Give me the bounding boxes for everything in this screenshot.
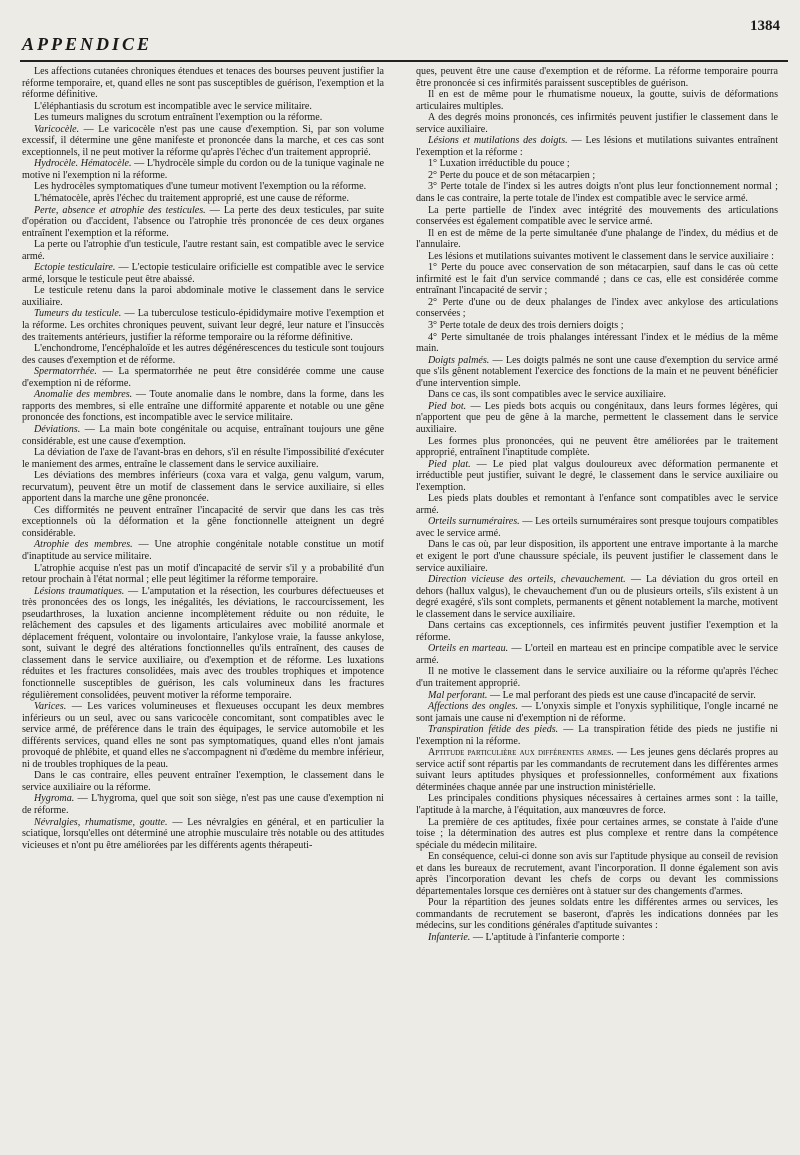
paragraph (416, 493, 778, 516)
paragraph-text: La première de ces aptitudes, fixée pour certaines armes, se constate à l'aide d'une toise ; la détermination des autres est plus complexe et rentre dans la compétence spéciale du médecin militaire. (416, 816, 778, 851)
paragraph (22, 424, 384, 447)
section-heading: Hygroma. (34, 793, 75, 805)
paragraph (22, 343, 384, 366)
section-heading: Varices. (34, 701, 67, 713)
paragraph (416, 690, 778, 702)
paragraph (22, 563, 384, 586)
paragraph-text: — Les pieds bots acquis ou congénitaux, dans leurs formes légères, qui n'apportent que peu de gêne à la marche, permettent le classement dans le service auxiliaire. (416, 400, 778, 435)
section-heading: Hydrocèle. Hématocèle. (34, 158, 132, 170)
page-number: 1384 (750, 18, 780, 34)
section-heading: Tumeurs du testicule. (34, 308, 122, 320)
paragraph-text: Dans certains cas exceptionnels, ces infirmités peuvent justifier l'exemption et la réforme. (416, 620, 778, 643)
paragraph-text: — L'orteil en marteau est en principe compatible avec le service armé. (416, 643, 778, 666)
section-heading: Infanterie. (428, 932, 471, 944)
paragraph (416, 262, 778, 297)
paragraph (416, 851, 778, 897)
paragraph-text: 1° Luxation irréductible du pouce ; (428, 158, 570, 170)
paragraph (22, 66, 384, 101)
paragraph (416, 320, 778, 332)
left-column (22, 66, 384, 1151)
paragraph (416, 701, 778, 724)
paragraph (416, 620, 778, 643)
paragraph-text: L'hématocèle, après l'échec du traitement approprié, est une cause de réforme. (34, 193, 349, 205)
paragraph-text: 2° Perte d'une ou de deux phalanges de l'index avec ankylose des articulations conservées ; (416, 296, 778, 320)
paragraph-text: L'éléphantiasis du scrotum est incompatible avec le service militaire. (34, 100, 312, 112)
paragraph (22, 101, 384, 113)
section-heading: Orteils en marteau. (428, 643, 509, 655)
paragraph-text: — Les orteils surnuméraires sont presque toujours compatibles avec le service armé. (416, 516, 778, 539)
paragraph-text: — Les varices volumineuses et flexueuses occupant les deux membres inférieurs ou un seul, avec ou sans varicocèle concomitant, sont compatibles avec le service armé, de préférence dans le train des équipages, le service automobile et les différents services, quand elles ne sont pas symptomatiques, quand elles n'ont jamais provoqué de phlébite, et quand elles ne s'accompagnent ni d'œdème du membre inférieur, ni de troubles trophiques de la peau. (22, 701, 384, 770)
paragraph-text: — La tuberculose testiculo-épididymaire motive l'exemption et la réforme. Les orchites chroniques peuvent, suivant leur degré, leur nature et l'insuccès des traitements antérieurs, justifier la réforme temporaire ou la réforme définitive. (22, 308, 384, 343)
paragraph-text: Dans ce cas, ils sont compatibles avec le service auxiliaire. (428, 389, 666, 401)
paragraph-text: L'atrophie acquise n'est pas un motif d'incapacité de servir s'il y a probabilité d'un retour prochain à l'état normal ; elle peut légitimer la réforme temporaire. (22, 562, 384, 586)
paragraph (416, 666, 778, 689)
paragraph-text: — L'hydrocèle simple du cordon ou de la tunique vaginale ne motive ni l'exemption ni la réforme. (22, 158, 384, 181)
section-heading: Pied bot. (428, 400, 467, 412)
section-heading: Perte, absence et atrophie des testicules. (34, 204, 206, 216)
paragraph (416, 817, 778, 852)
paragraph (416, 170, 778, 182)
paragraph-text: — Les lésions et mutilations suivantes entraînent l'exemption et la réforme : (416, 135, 778, 158)
paragraph-text: L'enchondrome, l'encéphaloïde et les autres dégénérescences du testicule sont toujours des causes d'exemption et de réforme. (22, 343, 384, 366)
paragraph (416, 574, 778, 620)
paragraph (22, 817, 384, 852)
paragraph (416, 181, 778, 204)
paragraph (22, 505, 384, 540)
paragraph-text: — La déviation du gros orteil en dehors (hallux valgus), le chevauchement d'un ou de plusieurs orteils, s'ils existent à un degré exagéré, s'ils sont complets, permanents et gênent notablement la marche, motivent le classement dans le service auxiliaire. (416, 574, 778, 620)
paragraph-text: — Les jeunes gens déclarés propres au service actif sont répartis par les commandants de recrutement dans les différentes armes suivant leurs aptitudes physiques et professionnelles, conformément aux fixations déterminées chaque année par une instruction ministérielle. (416, 747, 778, 793)
paragraph (416, 747, 778, 793)
paragraph-text: Les lésions et mutilations suivantes motivent le classement dans le service auxiliaire : (428, 250, 774, 262)
paragraph-text: Il en est de même pour le rhumatisme noueux, la goutte, suivis de déformations articulaires multiples. (416, 89, 778, 112)
section-heading: Spermatorrhée. (34, 366, 97, 378)
paragraph (416, 355, 778, 390)
paragraph-text: 3° Perte totale de l'index si les autres doigts n'ont plus leur fonctionnement normal ; dans le cas contraire, la perte totale de l'index est compatible avec le service armé. (416, 181, 778, 205)
paragraph-text: Dans le cas où, par leur disposition, ils apportent une entrave importante à la marche et exigent le port d'une chaussure spéciale, ils peuvent justifier le classement dans le service auxiliaire. (416, 539, 778, 574)
paragraph-text: Il ne motive le classement dans le service auxiliaire ou la réforme qu'après l'échec d'un traitement approprié. (416, 666, 778, 689)
section-heading: Orteils surnuméraires. (428, 516, 520, 528)
paragraph (22, 112, 384, 124)
paragraph-text: Dans le cas contraire, elles peuvent entraîner l'exemption, le classement dans le service auxiliaire ou la réforme. (22, 770, 384, 793)
paragraph (22, 793, 384, 816)
paragraph (416, 228, 778, 251)
header-rule (20, 60, 788, 62)
paragraph (22, 539, 384, 562)
paragraph-text: La perte partielle de l'index avec intégrité des mouvements des articulations conservées est également compatible avec le service armé. (416, 204, 778, 228)
paragraph (22, 770, 384, 793)
paragraph (416, 389, 778, 401)
paragraph (22, 193, 384, 205)
section-heading: Atrophie des membres. (34, 539, 133, 551)
paragraph-text: Les principales conditions physiques nécessaires à certaines armes sont : la taille, l'aptitude à la marche, à l'équitation, aux manœuvres de force. (416, 793, 778, 816)
paragraph-text: 2° Perte du pouce et de son métacarpien ; (428, 169, 596, 181)
paragraph-text: La déviation de l'axe de l'avant-bras en dehors, s'il en résulte l'impossibilité d'exécuter le maniement des armes, entraîne le classement dans le service auxiliaire. (22, 447, 384, 470)
paragraph (416, 436, 778, 459)
section-heading: Doigts palmés. (428, 354, 490, 366)
section-heading: Ectopie testiculaire. (34, 262, 116, 274)
paragraph-text: — Une atrophie congénitale notable constitue un motif d'inaptitude au service militaire. (22, 539, 384, 562)
paragraph-text: Le testicule retenu dans la paroi abdominale motive le classement dans le service auxiliaire. (22, 285, 384, 308)
paragraph-text: — L'amputation et la résection, les courbures défectueuses et très prononcées des os longs, les inégalités, les déviations, le raccourcissement, les pseudarthroses, la luxation ancienne incomplètement réduite ou non réduite, le relâchement des capsules et des ligaments articulaires avec mobilité anormale et déplacement fréquent, volontaire ou involontaire, l'ankylose vraie, la fausse ankylose, sont, suivant le degré des altérations fonctionnelles qu'ils entraînent, des causes de classement dans le service auxiliaire, ou d'exemption et de réforme. Les luxations réduites et les fractures consolidées, mais avec des troubles trophiques et impotence fonctionnelle susceptibles de guérison, les cals volumineux dans les fractures régulièrement consolidées, peuvent motiver la réforme temporaire. (22, 585, 384, 701)
paragraph (22, 470, 384, 505)
paragraph (416, 66, 778, 89)
paragraph-text: — La transpiration fétide des pieds ne justifie ni l'exemption ni la réforme. (416, 724, 778, 747)
paragraph-text: — Le varicocèle n'est pas une cause d'exemption. Si, par son volume excessif, il détermine une gêne manifeste et prononcée dans la marche, et ces cas sont exceptionnels, il ne peut motiver la réforme qu'après l'échec d'un traitement approprié. (22, 123, 384, 158)
section-heading: Varicocèle. (34, 123, 80, 135)
paragraph-text: ques, peuvent être une cause d'exemption et de réforme. La réforme temporaire pourra être prononcée si ces infirmités paraissent susceptibles de guérison. (416, 66, 778, 89)
paragraph (22, 308, 384, 343)
paragraph (22, 586, 384, 701)
paragraph-text: — Les névralgies en général, et en particulier la sciatique, lorsqu'elles ont déterminé une atrophie musculaire très notable ou des attitudes vicieuses et n'ont pu être améliorées par les différents agents thérapeuti- (22, 816, 384, 851)
paragraph (22, 239, 384, 262)
section-heading: Mal perforant. (428, 689, 488, 701)
paragraph-text: En conséquence, celui-ci donne son avis sur l'aptitude physique au conseil de revision et dans les bureaux de recrutement, avant l'incorporation. Il donne également son avis après l'incorporation devant les chefs de corps ou devant les commissions départementales lorsque ces dernières ont à statuer sur des changements d'armes. (416, 851, 778, 897)
paragraph (416, 158, 778, 170)
section-heading: Pied plat. (428, 458, 471, 470)
section-heading: Aptitude particulière aux différentes armes. (428, 747, 614, 759)
paragraph (416, 89, 778, 112)
paragraph-text: La perte ou l'atrophie d'un testicule, l'autre restant sain, est compatible avec le service armé. (22, 239, 384, 262)
paragraph (416, 793, 778, 816)
paragraph (416, 539, 778, 574)
paragraph (22, 181, 384, 193)
paragraph-text: — L'aptitude à l'infanterie comporte : (470, 932, 625, 944)
paragraph (22, 205, 384, 240)
section-heading: Anomalie des membres. (34, 389, 133, 401)
paragraph (22, 701, 384, 770)
paragraph-text: — La main bote congénitale ou acquise, entraînant toujours une gêne considérable, est une cause d'exemption. (22, 423, 384, 447)
paragraph (416, 205, 778, 228)
section-heading: Affections des ongles. (428, 701, 518, 713)
section-heading: Déviations. (34, 423, 81, 435)
section-heading: Lésions et mutilations des doigts. (428, 135, 568, 147)
paragraph (22, 389, 384, 424)
section-heading: Névralgies, rhumatisme, goutte. (34, 816, 168, 828)
paragraph (416, 932, 778, 944)
paragraph (22, 285, 384, 308)
paragraph (22, 262, 384, 285)
paragraph (22, 366, 384, 389)
paragraph (416, 401, 778, 436)
paragraph-text: Les affections cutanées chroniques étendues et tenaces des bourses peuvent justifier la réforme temporaire, et, quand elles ne sont pas susceptibles de guérison, l'exemption et la réforme définitive. (22, 66, 384, 101)
paragraph-text: — L'hygroma, quel que soit son siège, n'est pas une cause d'exemption ni de réforme. (22, 793, 384, 816)
section-heading: Direction vicieuse des orteils, chevauchement. (428, 574, 626, 586)
paragraph-text: — Le pied plat valgus douloureux avec déformation permanente et irréductible peut justifier, suivant le degré, le classement dans le service auxiliaire ou l'exemption. (416, 458, 778, 493)
paragraph-text: Pour la répartition des jeunes soldats entre les différentes armes ou services, les commandants de recrutement se baseront, d'après les indications données par les médecins, sur les conditions générales d'aptitude suivantes : (416, 897, 778, 932)
paragraph-text: — La perte des deux testicules, par suite d'opération ou d'accident, l'absence ou l'atrophie très prononcée de ces deux organes entraînent l'exemption et la réforme. (22, 204, 384, 239)
paragraph-text: Les tumeurs malignes du scrotum entraînent l'exemption ou la réforme. (34, 112, 323, 124)
page-header-title: APPENDICE (22, 34, 153, 54)
paragraph-text: 4° Perte simultanée de trois phalanges intéressant l'index et le médius de la même main. (416, 331, 778, 355)
paragraph (416, 643, 778, 666)
paragraph (22, 447, 384, 470)
paragraph-text: — L'ectopie testiculaire orificielle est compatible avec le service armé, lorsque le testicule peut être abaissé. (22, 262, 384, 285)
paragraph (416, 332, 778, 355)
paragraph (416, 251, 778, 263)
paragraph-text: 1° Perte du pouce avec conservation de son métacarpien, sauf dans le cas où cette infirmité est le fait d'un service commandé ; dans ce cas, elle est considérée comme entraînant l'incapacité de servir ; (416, 262, 778, 297)
paragraph-text: — Les doigts palmés ne sont une cause d'exemption du service armé que s'ils gênent notablement l'exercice des fonctions de la main et ne peuvent bénéficier d'une intervention simple. (416, 354, 778, 389)
paragraph (416, 112, 778, 135)
paragraph (416, 135, 778, 158)
paragraph (22, 158, 384, 181)
paragraph (416, 516, 778, 539)
paragraph-text: Les formes plus prononcées, qui ne peuvent être améliorées par le traitement approprié, entraînent l'inaptitude complète. (416, 435, 778, 459)
paragraph (22, 124, 384, 159)
paragraph-text: A des degrés moins prononcés, ces infirmités peuvent justifier le classement dans le service auxiliaire. (416, 112, 778, 135)
paragraph-text: Ces difformités ne peuvent entraîner l'incapacité de servir que dans les cas très exceptionnels où la déformation et la gêne fonctionnelle atteignent un degré considérable. (22, 504, 384, 539)
paragraph (416, 724, 778, 747)
paragraph-text: — Le mal perforant des pieds est une cause d'incapacité de servir. (487, 689, 756, 701)
paragraph-text: Les pieds plats doubles et remontant à l'enfance sont compatibles avec le service armé. (416, 493, 778, 516)
paragraph-text: Il en est de même de la perte simultanée d'une phalange de l'index, du médius et de l'annulaire. (416, 227, 778, 251)
paragraph-text: — L'onyxis simple et l'onyxis syphilitique, l'ongle incarné ne sont jamais une cause ni d'exemption ni de réforme. (416, 701, 778, 724)
right-column (416, 66, 778, 1151)
paragraph-text: Les hydrocèles symptomatiques d'une tumeur motivent l'exemption ou la réforme. (34, 181, 367, 193)
paragraph-text: Les déviations des membres inférieurs (coxa vara et valga, genu valgum, varum, recurvatum), peuvent être un motif de classement dans le service auxiliaire, si elles apportent dans la marche une gêne prononcée. (22, 470, 384, 505)
paragraph (416, 897, 778, 932)
paragraph (416, 459, 778, 494)
paragraph (416, 297, 778, 320)
paragraph-text: 3° Perte totale de deux des trois derniers doigts ; (428, 320, 624, 332)
paragraph-text: — La spermatorrhée ne peut être considérée comme une cause d'exemption ni de réforme. (22, 366, 384, 389)
section-heading: Lésions traumatiques. (34, 585, 125, 597)
section-heading: Transpiration fétide des pieds. (428, 724, 559, 736)
paragraph-text: — Toute anomalie dans le nombre, dans la forme, dans les rapports des membres, si elle entraîne une difformité apparente et notable ou une gêne prononcée des fonctions, est incompatible avec le service militaire. (22, 389, 384, 424)
